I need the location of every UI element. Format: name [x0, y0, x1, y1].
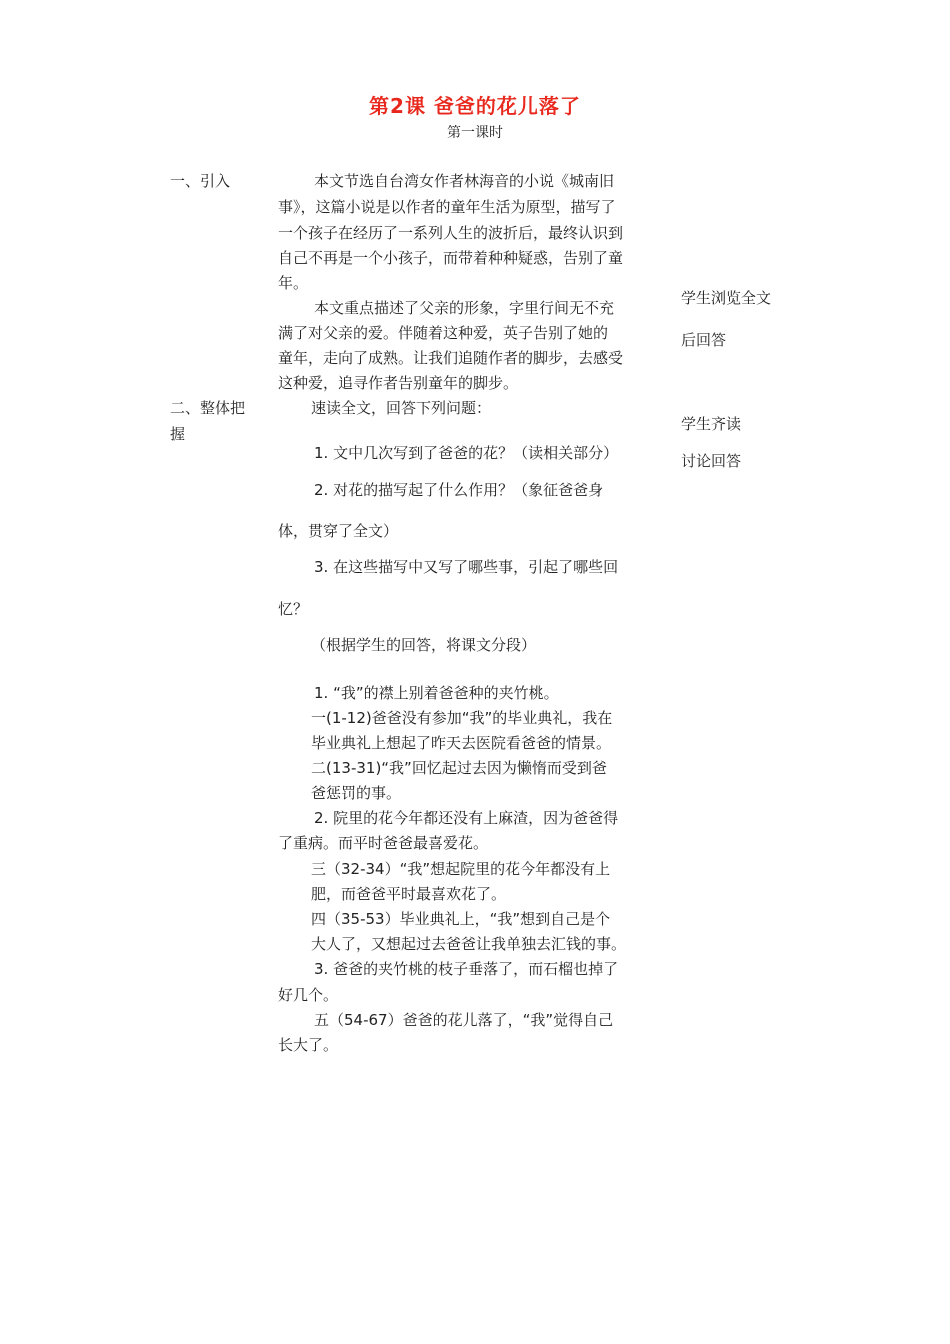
outline-line: 五（54-67）爸爸的花儿落了，“我”觉得自己	[314, 1011, 614, 1029]
outline-line: 了重病。而平时爸爸最喜爱花。	[278, 834, 489, 852]
segment-note: （根据学生的回答，将课文分段）	[311, 636, 537, 654]
outline-line: 一(1-12)爸爸没有参加“我”的毕业典礼，我在	[311, 709, 613, 727]
activity-note: 后回答	[681, 331, 727, 349]
outline-line: 毕业典礼上想起了昨天去医院看爸爸的情景。	[311, 734, 612, 752]
outline-line: 肥，而爸爸平时最喜欢花了。	[311, 885, 507, 903]
outline-line: 3. 爸爸的夹竹桃的枝子垂落了，而石榴也掉了	[314, 960, 619, 978]
outline-line: 四（35-53）毕业典礼上，“我”想到自己是个	[311, 910, 611, 928]
question-1: 1. 文中几次写到了爸爸的花？（读相关部分）	[314, 444, 619, 462]
outline-line: 大人了，又想起过去爸爸让我单独去汇钱的事。	[311, 935, 627, 953]
activity-note: 学生齐读	[681, 415, 742, 433]
outline-line: 1. “我”的襟上别着爸爸种的夹竹桃。	[314, 684, 559, 702]
intro-line: 满了对父亲的爱。伴随着这种爱，英子告别了她的	[278, 324, 609, 342]
whole-prompt: 速读全文，回答下列问题：	[311, 399, 492, 417]
outline-line: 二(13-31)“我”回忆起过去因为懒惰而受到爸	[311, 759, 607, 777]
activity-note: 讨论回答	[681, 452, 742, 470]
outline-line: 好几个。	[278, 986, 339, 1004]
intro-line: 童年，走向了成熟。让我们追随作者的脚步，去感受	[278, 349, 624, 367]
intro-line: 自己不再是一个小孩子，而带着种种疑惑，告别了童	[278, 249, 624, 267]
outline-line: 2. 院里的花今年都还没有上麻渣，因为爸爸得	[314, 809, 619, 827]
page-title: 第2课 爸爸的花儿落了	[369, 94, 581, 118]
intro-line: 本文节选自台湾女作者林海音的小说《城南旧	[314, 172, 615, 190]
activity-note: 学生浏览全文	[681, 289, 772, 307]
outline-line: 三（32-34）“我”想起院里的花今年都没有上	[311, 860, 611, 878]
intro-line: 本文重点描述了父亲的形象，字里行间无不充	[314, 299, 615, 317]
intro-line: 一个孩子在经历了一系列人生的波折后，最终认识到	[278, 224, 624, 242]
question-2-cont: 体，贯穿了全文）	[278, 522, 399, 540]
question-3-cont: 忆？	[278, 600, 309, 618]
outline-line: 爸惩罚的事。	[311, 784, 402, 802]
question-3: 3. 在这些描写中又写了哪些事，引起了哪些回	[314, 558, 619, 576]
section-label-whole: 二、整体把	[170, 399, 246, 417]
intro-line: 事》，这篇小说是以作者的童年生活为原型，描写了	[278, 198, 616, 216]
section-label-whole-cont: 握	[170, 425, 186, 443]
section-label-intro: 一、引入	[170, 172, 231, 190]
intro-line: 这种爱，追寻作者告别童年的脚步。	[278, 374, 519, 392]
outline-line: 长大了。	[278, 1036, 339, 1054]
intro-line: 年。	[278, 274, 309, 292]
question-2: 2. 对花的描写起了什么作用？（象征爸爸身	[314, 481, 604, 499]
page-subtitle: 第一课时	[447, 125, 503, 141]
